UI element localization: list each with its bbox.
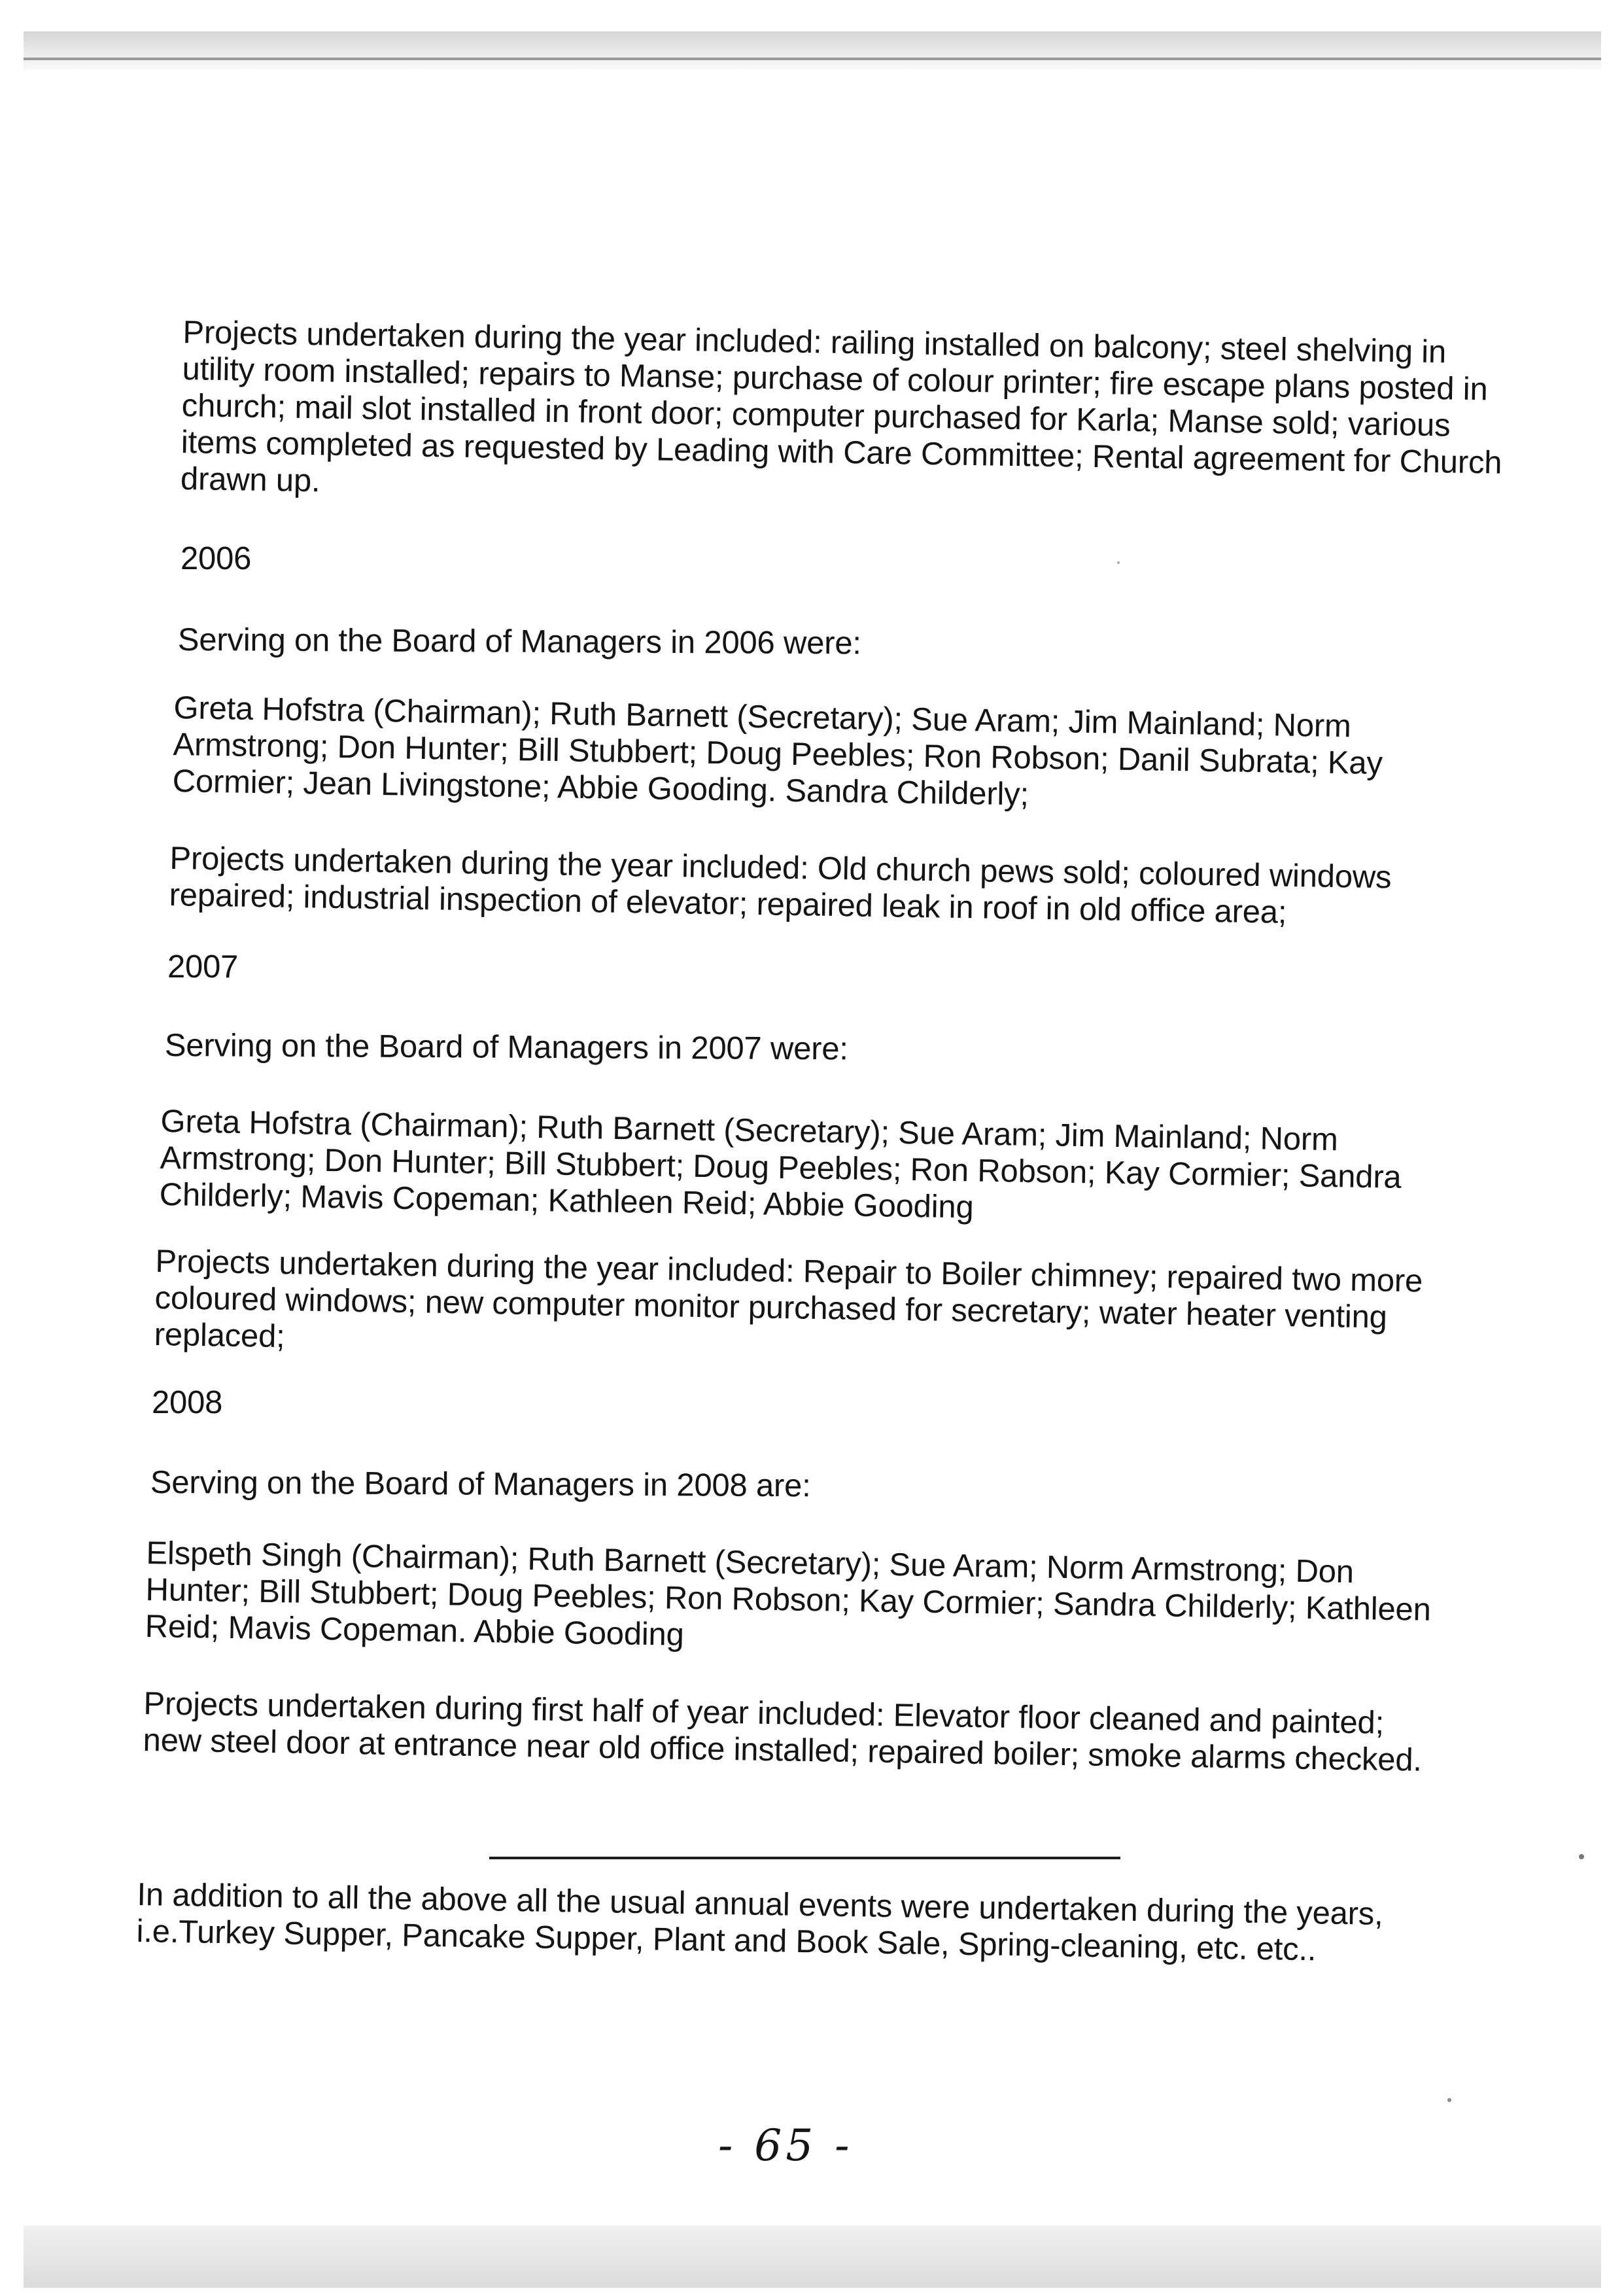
scan-edge-top: [24, 31, 1601, 69]
scan-speck: [1579, 1854, 1584, 1859]
projects-2008-paragraph: Projects undertaken during first half of year included: Elevator floor cleaned and painted; new steel door at entrance near old office installed; repaired boiler; smoke alarms checked.: [143, 1685, 1423, 1778]
projects-2005-paragraph: Projects undertaken during the year included: railing installed on balcony; steel shelving in utility room installed; repairs to Manse; purchase of colour printer; fire escape plans posted in church; mail slot installed in front door; computer purchased for Karla; Manse sold; various items completed as requested by Leading with Care Committee; Rental agreement for Church drawn up.: [180, 314, 1502, 499]
year-heading-2008: 2008: [152, 1385, 223, 1420]
annual-events-paragraph: In addition to all the above all the usual annual events were undertaken during the years, i.e.Turkey Supper, Pancake Supper, Plant and Book Sale, Spring-cleaning, etc. etc..: [136, 1876, 1383, 1968]
scan-speck: [1447, 2098, 1451, 2102]
page-number: - 65 -: [718, 2120, 854, 2171]
scan-edge-bottom: [24, 2226, 1601, 2288]
year-heading-2006: 2006: [181, 541, 252, 576]
board-2007-members: Greta Hofstra (Chairman); Ruth Barnett (Secretary); Sue Aram; Jim Mainland; Norm Armstrong; Don Hunter; Bill Stubbert; Doug Peebles; Ron Robson; Kay Cormier; Sandra Childerly; Mavis Copeman; Kathleen Reid; Abbie Gooding: [159, 1103, 1402, 1225]
section-divider: [489, 1857, 1120, 1859]
projects-2006-paragraph: Projects undertaken during the year included: Old church pews sold; coloured windows repaired; industrial inspection of elevator; repaired leak in roof in old office area;: [169, 840, 1392, 930]
board-2008-heading: Serving on the Board of Managers in 2008 are:: [150, 1465, 811, 1504]
board-2006-heading: Serving on the Board of Managers in 2006 were:: [177, 622, 861, 661]
board-2006-members: Greta Hofstra (Chairman); Ruth Barnett (Secretary); Sue Aram; Jim Mainland; Norm Armstrong; Don Hunter; Bill Stubbert; Doug Peebles; Ron Robson; Danil Subrata; Kay Cormier; Jean Livingstone; Abbie Gooding. Sandra Childerly;: [172, 690, 1383, 813]
projects-2007-paragraph: Projects undertaken during the year included: Repair to Boiler chimney; repaired two more coloured windows; new computer monitor purchased for secretary; water heater venting replaced;: [154, 1243, 1423, 1355]
board-2008-members: Elspeth Singh (Chairman); Ruth Barnett (Secretary); Sue Aram; Norm Armstrong; Don Hunter; Bill Stubbert; Doug Peebles; Ron Robson; Kay Cormier; Sandra Childerly; Kathleen Reid; Mavis Copeman. Abbie Gooding: [145, 1535, 1432, 1653]
year-heading-2007: 2007: [167, 949, 239, 985]
scan-speck: [1117, 561, 1120, 564]
board-2007-heading: Serving on the Board of Managers in 2007 were:: [164, 1028, 848, 1067]
